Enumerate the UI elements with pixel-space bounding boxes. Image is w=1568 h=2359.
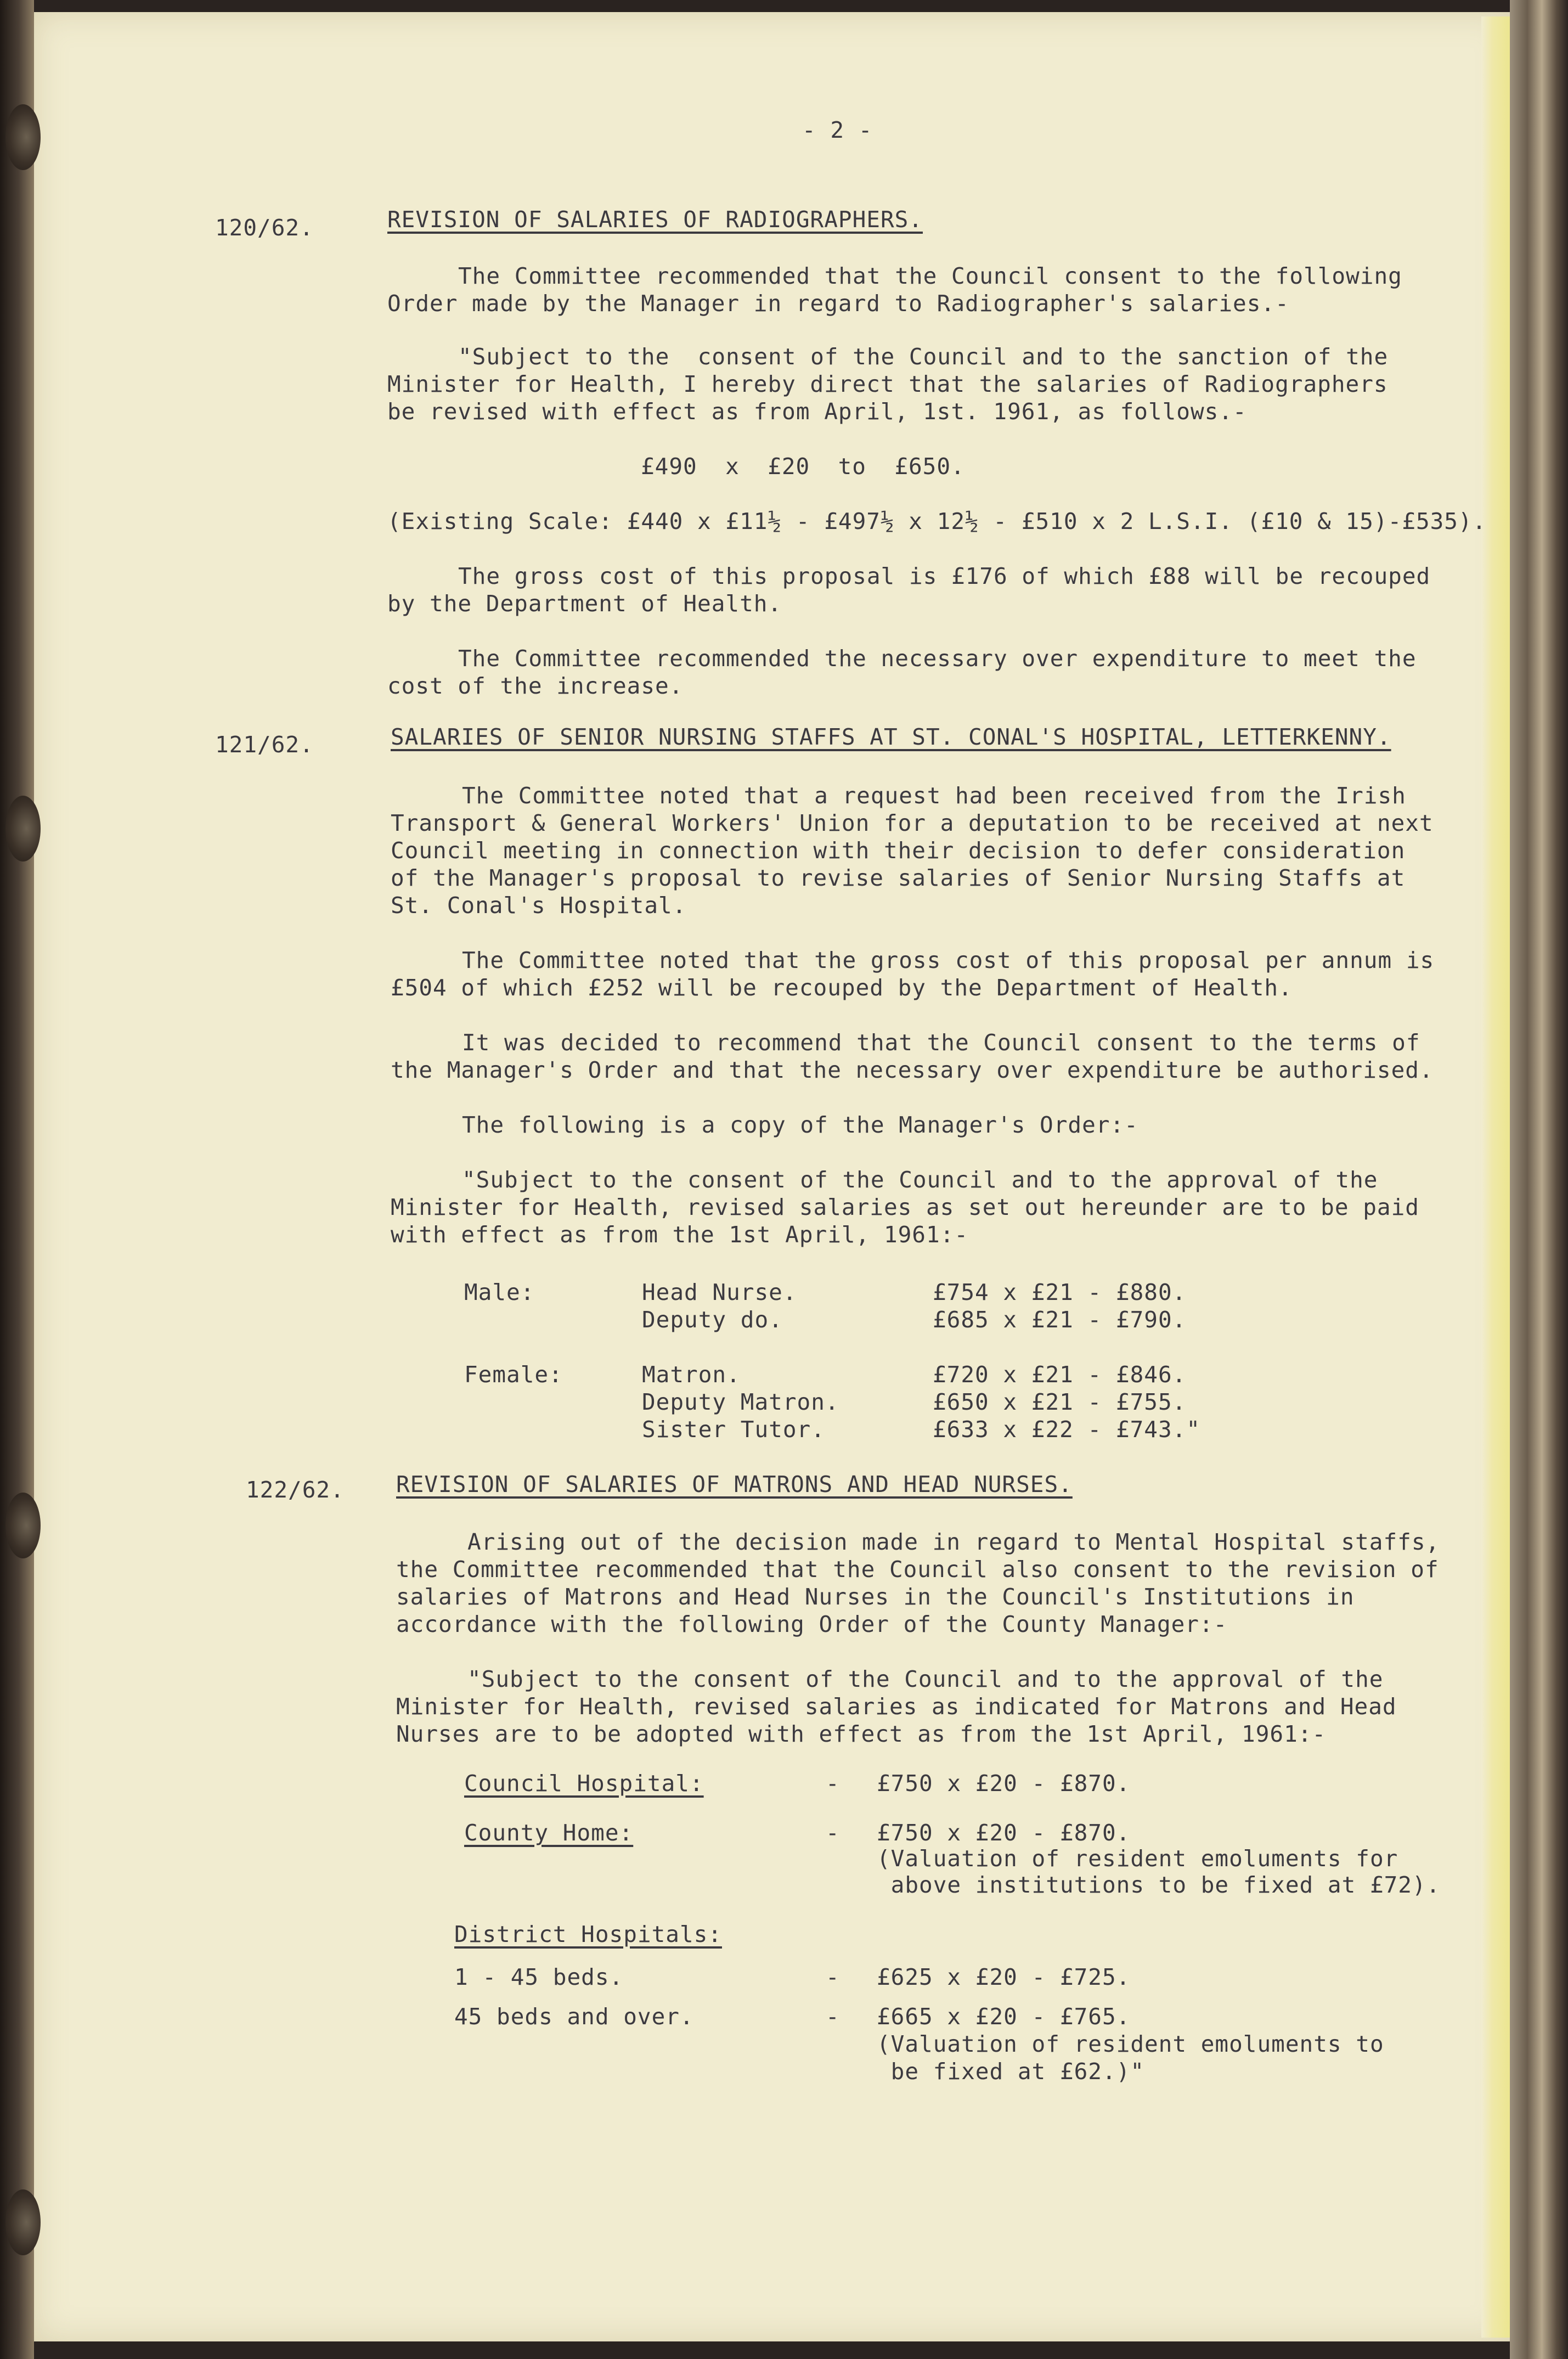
paragraph-line: salaries of Matrons and Head Nurses in the Council's Institutions in (396, 1584, 1355, 1610)
group-label-female: Female: (464, 1361, 563, 1388)
punch-hole (5, 796, 41, 862)
paragraph-line: by the Department of Health. (387, 590, 782, 617)
punch-hole (5, 104, 41, 170)
quote-line: Nurses are to be adopted with effect as from the 1st April, 1961:- (396, 1721, 1327, 1747)
paragraph-line: St. Conal's Hospital. (391, 892, 687, 919)
valuation-note: above institutions to be fixed at £72). (877, 1872, 1441, 1898)
valuation-note: be fixed at £62.)" (877, 2058, 1144, 2085)
book-right-edge (1510, 0, 1568, 2359)
book-bottom-edge (34, 2341, 1510, 2359)
salary-scale: £490 x £20 to £650. (641, 453, 965, 480)
paragraph-line: The following is a copy of the Manager's Order:- (462, 1112, 1138, 1138)
quote-line: Minister for Health, revised salaries as set out hereunder are to be paid (391, 1194, 1419, 1220)
group-label-male: Male: (464, 1279, 535, 1305)
paragraph-line: Council meeting in connection with their decision to defer consideration (391, 837, 1406, 864)
paragraph-line: Transport & General Workers' Union for a deputation to be received at next (391, 810, 1434, 836)
dash: - (826, 1820, 840, 1846)
punch-hole (5, 1493, 41, 1558)
paragraph-line: The Committee recommended the necessary over expenditure to meet the (458, 645, 1417, 672)
quote-line: Minister for Health, I hereby direct that the salaries of Radiographers (387, 371, 1388, 397)
punch-hole (5, 2189, 41, 2255)
dash: - (826, 1964, 840, 1990)
paragraph-line: £504 of which £252 will be recouped by the Department of Health. (391, 975, 1293, 1001)
quote-line: be revised with effect as from April, 1st. 1961, as follows.- (387, 398, 1247, 425)
post-name: Sister Tutor. (642, 1416, 825, 1443)
quote-line: Minister for Health, revised salaries as indicated for Matrons and Head (396, 1693, 1397, 1720)
quote-line: with effect as from the 1st April, 1961:- (391, 1221, 969, 1248)
post-name: Matron. (642, 1361, 741, 1388)
paragraph-line: cost of the increase. (387, 673, 684, 699)
dash: - (826, 1770, 840, 1797)
paragraph-line: accordance with the following Order of the County Manager:- (396, 1611, 1228, 1637)
valuation-note: (Valuation of resident emoluments to (877, 2031, 1384, 2057)
paragraph-line: the Manager's Order and that the necessary over expenditure be authorised. (391, 1057, 1434, 1083)
post-scale: £685 x £21 - £790. (933, 1307, 1187, 1333)
valuation-note: (Valuation of resident emoluments for (877, 1845, 1398, 1872)
post-scale: £633 x £22 - £743." (933, 1416, 1200, 1443)
item-number: 121/62. (215, 731, 314, 758)
beds-label: 1 - 45 beds. (454, 1964, 624, 1990)
quote-line: "Subject to the consent of the Council and to the approval of the (467, 1666, 1384, 1692)
paragraph-line: the Committee recommended that the Council also consent to the revision of (396, 1556, 1439, 1583)
institution-label: County Home: (464, 1820, 634, 1846)
paragraph-line: The Committee noted that a request had been received from the Irish (462, 782, 1406, 809)
post-scale: £720 x £21 - £846. (933, 1361, 1187, 1388)
paragraph-line: of the Manager's proposal to revise salaries of Senior Nursing Staffs at (391, 865, 1406, 891)
district-hospitals-label: District Hospitals: (454, 1921, 722, 1947)
paper-yellow-edge (1481, 16, 1510, 2338)
beds-label: 45 beds and over. (454, 2003, 694, 2030)
beds-scale: £625 x £20 - £725. (877, 1964, 1131, 1990)
page-number: - 2 - (802, 117, 873, 143)
binding-edge (0, 0, 34, 2359)
item-heading: SALARIES OF SENIOR NURSING STAFFS AT ST. CONAL'S HOSPITAL, LETTERKENNY. (391, 724, 1391, 750)
post-scale: £754 x £21 - £880. (933, 1279, 1187, 1305)
item-heading: REVISION OF SALARIES OF MATRONS AND HEAD NURSES. (396, 1471, 1073, 1497)
institution-scale: £750 x £20 - £870. (877, 1770, 1131, 1797)
post-scale: £650 x £21 - £755. (933, 1389, 1187, 1415)
existing-scale: (Existing Scale: £440 x £11½ - £497½ x 12½ - £510 x 2 L.S.I. (£10 & 15)-£535). (387, 508, 1487, 534)
post-name: Head Nurse. (642, 1279, 797, 1305)
paragraph-line: It was decided to recommend that the Council consent to the terms of (462, 1029, 1420, 1056)
paragraph-line: Order made by the Manager in regard to Radiographer's salaries.- (387, 290, 1289, 317)
item-number: 122/62. (246, 1477, 345, 1503)
post-name: Deputy Matron. (642, 1389, 839, 1415)
item-number: 120/62. (215, 215, 314, 241)
dash: - (826, 2003, 840, 2030)
institution-scale: £750 x £20 - £870. (877, 1820, 1131, 1846)
post-name: Deputy do. (642, 1307, 783, 1333)
item-heading: REVISION OF SALARIES OF RADIOGRAPHERS. (387, 206, 923, 233)
paragraph-line: The Committee recommended that the Council consent to the following (458, 263, 1402, 289)
quote-line: "Subject to the consent of the Council and to the approval of the (462, 1167, 1378, 1193)
paragraph-line: The Committee noted that the gross cost of this proposal per annum is (462, 947, 1435, 973)
institution-label: Council Hospital: (464, 1770, 704, 1797)
paragraph-line: The gross cost of this proposal is £176 of which £88 will be recouped (458, 563, 1431, 589)
paragraph-line: Arising out of the decision made in regard to Mental Hospital staffs, (467, 1529, 1440, 1555)
quote-line: "Subject to the consent of the Council and to the sanction of the (458, 344, 1389, 370)
beds-scale: £665 x £20 - £765. (877, 2003, 1131, 2030)
